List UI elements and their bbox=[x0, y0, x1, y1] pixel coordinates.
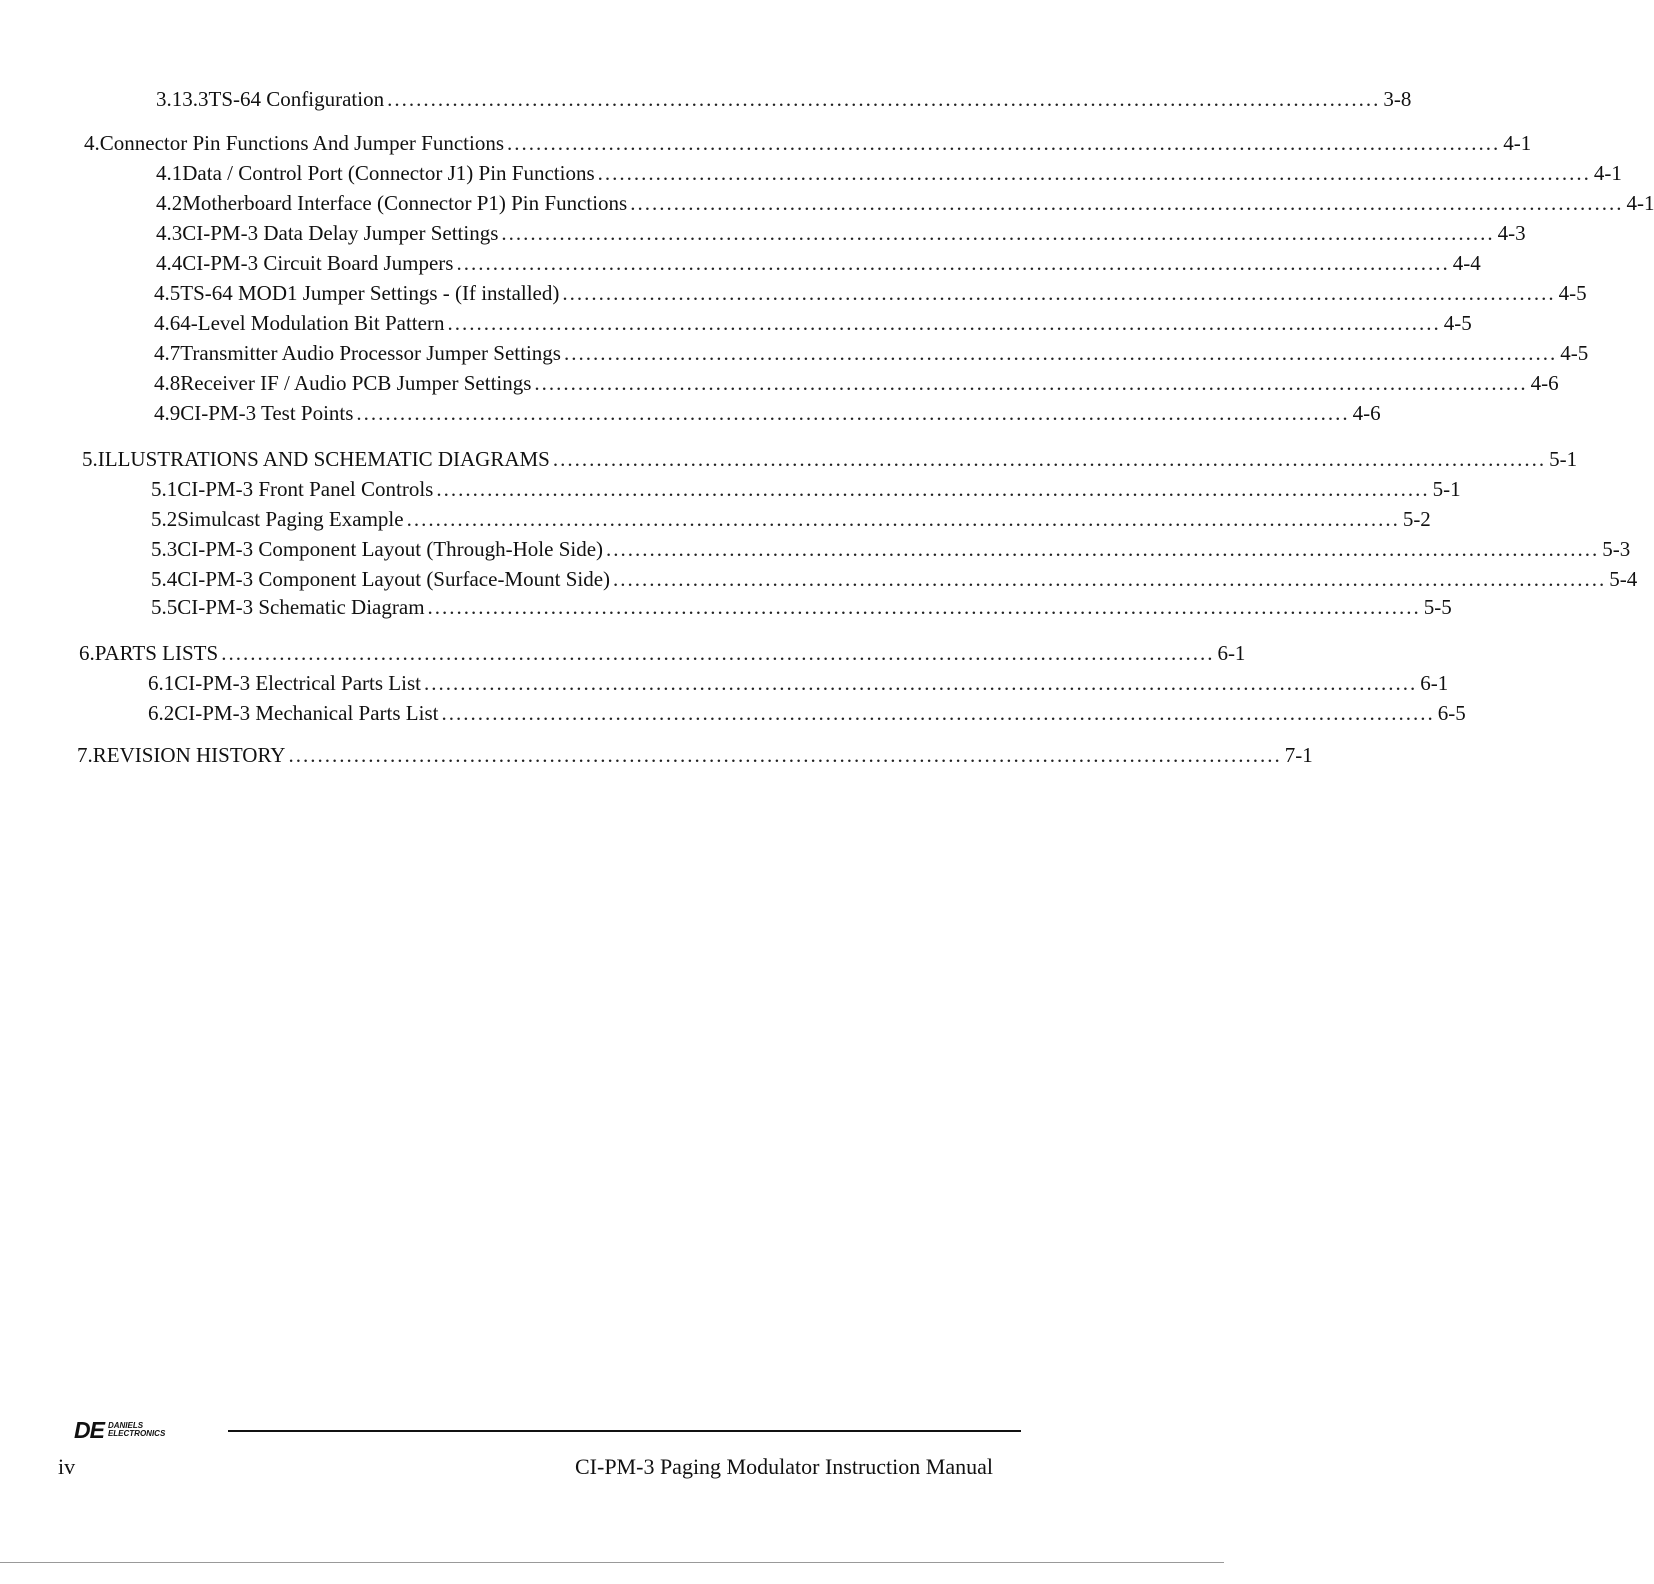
toc-entry-title: CI-PM-3 Schematic Diagram bbox=[177, 595, 425, 619]
dot-leader: ......................................................................................................................................... bbox=[563, 341, 1558, 365]
dot-leader: ......................................................................................................................................... bbox=[221, 641, 1215, 665]
dot-leader: ......................................................................................................................................... bbox=[501, 221, 1495, 245]
toc-entry bbox=[151, 536, 1631, 562]
toc-entry-number: 4.7 bbox=[154, 341, 181, 365]
toc-entry-title: REVISION HISTORY bbox=[92, 743, 286, 767]
toc-entry-title: Data / Control Port (Connector J1) Pin Functions bbox=[182, 161, 595, 185]
toc-entry-number: 4.9 bbox=[154, 401, 181, 425]
toc-entry-title: Transmitter Audio Processor Jumper Settings bbox=[180, 341, 561, 365]
toc-entry-number: 5.1 bbox=[151, 477, 178, 501]
toc-entry-page: 6-1 bbox=[1217, 641, 1246, 665]
dot-leader: ......................................................................................................................................... bbox=[613, 567, 1607, 591]
toc-entry-page: 3-8 bbox=[1383, 87, 1412, 111]
dot-leader: ......................................................................................................................................... bbox=[630, 191, 1624, 215]
toc-entry-page: 5-4 bbox=[1609, 567, 1638, 591]
toc-entry-title: Connector Pin Functions And Jumper Functions bbox=[99, 131, 504, 155]
logo-wordmark bbox=[108, 1422, 165, 1438]
toc-entry bbox=[154, 400, 1381, 426]
toc-entry-number: 3.13.3 bbox=[156, 87, 209, 111]
toc-entry-page: 4-5 bbox=[1560, 341, 1589, 365]
dot-leader: ......................................................................................................................................... bbox=[606, 537, 1600, 561]
toc-entry bbox=[154, 370, 1559, 396]
scan-edge-line bbox=[0, 1562, 1224, 1563]
toc-entry-title: 4-Level Modulation Bit Pattern bbox=[180, 311, 445, 335]
toc-entry-number: 4.6 bbox=[154, 311, 181, 335]
toc-entry-page: 5-2 bbox=[1402, 507, 1431, 531]
logo-line-1: DANIELS bbox=[107, 1421, 144, 1430]
toc-entry-page: 5-3 bbox=[1602, 537, 1631, 561]
toc-entry-number: 4.1 bbox=[156, 161, 183, 185]
toc-entry bbox=[148, 700, 1466, 726]
dot-leader: ......................................................................................................................................... bbox=[597, 161, 1591, 185]
toc-entry-page: 4-1 bbox=[1626, 191, 1654, 215]
toc-entry-page: 4-6 bbox=[1352, 401, 1381, 425]
toc-entry-number: 4.8 bbox=[154, 371, 181, 395]
toc-entry bbox=[156, 190, 1654, 216]
toc-entry bbox=[154, 310, 1472, 336]
toc-entry-title: CI-PM-3 Component Layout (Surface-Mount Side) bbox=[177, 567, 611, 591]
logo-line-2: ELECTRONICS bbox=[107, 1429, 166, 1438]
toc-entry bbox=[156, 220, 1526, 246]
dot-leader: ......................................................................................................................................... bbox=[441, 701, 1435, 725]
dot-leader: ......................................................................................................................................... bbox=[534, 371, 1528, 395]
toc-entry-number: 5.4 bbox=[151, 567, 178, 591]
toc-entry bbox=[84, 130, 1532, 156]
toc-entry-title: CI-PM-3 Electrical Parts List bbox=[174, 671, 421, 695]
dot-leader: ......................................................................................................................................... bbox=[447, 311, 1441, 335]
toc-entry-title: ILLUSTRATIONS AND SCHEMATIC DIAGRAMS bbox=[97, 447, 550, 471]
dot-leader: ......................................................................................................................................... bbox=[288, 743, 1282, 767]
toc-entry-number: 4.2 bbox=[156, 191, 183, 215]
toc-entry bbox=[151, 506, 1431, 532]
toc-entry bbox=[156, 160, 1622, 186]
toc-entry-title: CI-PM-3 Test Points bbox=[180, 401, 354, 425]
dot-leader: ......................................................................................................................................... bbox=[423, 671, 1418, 695]
toc-entry-title: CI-PM-3 Component Layout (Through-Hole Side) bbox=[177, 537, 604, 561]
toc-entry-page: 4-1 bbox=[1503, 131, 1532, 155]
toc-entry-number: 4.5 bbox=[154, 281, 181, 305]
dot-leader: ......................................................................................................................................... bbox=[436, 477, 1430, 501]
toc-entry-title: Simulcast Paging Example bbox=[177, 507, 404, 531]
toc-entry-number: 6.2 bbox=[148, 701, 175, 725]
toc-entry bbox=[77, 742, 1313, 768]
dot-leader: ......................................................................................................................................... bbox=[507, 131, 1501, 155]
toc-entry-title: Motherboard Interface (Connector P1) Pin Functions bbox=[182, 191, 628, 215]
toc-entry bbox=[82, 446, 1578, 472]
dot-leader: ......................................................................................................................................... bbox=[552, 447, 1547, 471]
toc-entry-title: CI-PM-3 Data Delay Jumper Settings bbox=[182, 221, 499, 245]
footer-rule bbox=[228, 1430, 1021, 1432]
toc-entry-page: 4-1 bbox=[1593, 161, 1622, 185]
toc-entry bbox=[154, 280, 1587, 306]
toc-entry-page: 4-3 bbox=[1497, 221, 1526, 245]
dot-leader: ......................................................................................................................................... bbox=[406, 507, 1400, 531]
toc-entry-title: CI-PM-3 Circuit Board Jumpers bbox=[182, 251, 454, 275]
logo-mark: DE bbox=[74, 1416, 104, 1443]
toc-entry-number: 4.3 bbox=[156, 221, 183, 245]
toc-entry-number: 7. bbox=[77, 743, 93, 767]
toc-entry bbox=[156, 250, 1481, 276]
toc-entry-title: TS-64 MOD1 Jumper Settings - (If installed) bbox=[180, 281, 560, 305]
toc-entry-page: 7-1 bbox=[1284, 743, 1313, 767]
toc-entry-number: 5.2 bbox=[151, 507, 178, 531]
toc-entry bbox=[154, 340, 1589, 366]
toc-entry-page: 5-5 bbox=[1423, 595, 1452, 619]
toc-entry-number: 5.5 bbox=[151, 595, 178, 619]
toc-entry-page: 5-1 bbox=[1549, 447, 1578, 471]
toc-entry-number: 4.4 bbox=[156, 251, 183, 275]
toc-entry-page: 4-5 bbox=[1558, 281, 1587, 305]
toc-entry bbox=[151, 566, 1638, 592]
dot-leader: ......................................................................................................................................... bbox=[356, 401, 1350, 425]
toc-entry-page: 4-4 bbox=[1452, 251, 1481, 275]
page-number: iv bbox=[58, 1454, 76, 1479]
toc-entry bbox=[156, 86, 1412, 112]
dot-leader: ......................................................................................................................................... bbox=[562, 281, 1556, 305]
toc-entry-title: TS-64 Configuration bbox=[208, 87, 385, 111]
toc-entry-number: 6. bbox=[79, 641, 95, 665]
toc-entry-page: 6-5 bbox=[1437, 701, 1466, 725]
toc-entry-title: CI-PM-3 Mechanical Parts List bbox=[174, 701, 439, 725]
dot-leader: ......................................................................................................................................... bbox=[427, 595, 1421, 619]
toc-entry-title: PARTS LISTS bbox=[94, 641, 219, 665]
toc-entry-number: 5.3 bbox=[151, 537, 178, 561]
document-title: CI-PM-3 Paging Modulator Instruction Manual bbox=[575, 1454, 993, 1479]
toc-entry bbox=[151, 476, 1461, 502]
dot-leader: ......................................................................................................................................... bbox=[456, 251, 1450, 275]
toc-entry-page: 4-6 bbox=[1530, 371, 1559, 395]
daniels-electronics-logo bbox=[74, 1418, 165, 1442]
dot-leader: ......................................................................................................................................... bbox=[387, 87, 1381, 111]
toc-entry-page: 5-1 bbox=[1432, 477, 1461, 501]
toc-entry bbox=[148, 670, 1449, 696]
toc-entry-title: CI-PM-3 Front Panel Controls bbox=[177, 477, 434, 501]
toc-entry bbox=[79, 640, 1246, 666]
toc-entry-page: 4-5 bbox=[1443, 311, 1472, 335]
toc-entry-number: 6.1 bbox=[148, 671, 175, 695]
toc-entry-number: 5. bbox=[82, 447, 98, 471]
toc-entry-title: Receiver IF / Audio PCB Jumper Settings bbox=[180, 371, 532, 395]
toc-entry-number: 4. bbox=[84, 131, 100, 155]
toc-entry-page: 6-1 bbox=[1420, 671, 1449, 695]
toc-entry bbox=[151, 594, 1452, 620]
